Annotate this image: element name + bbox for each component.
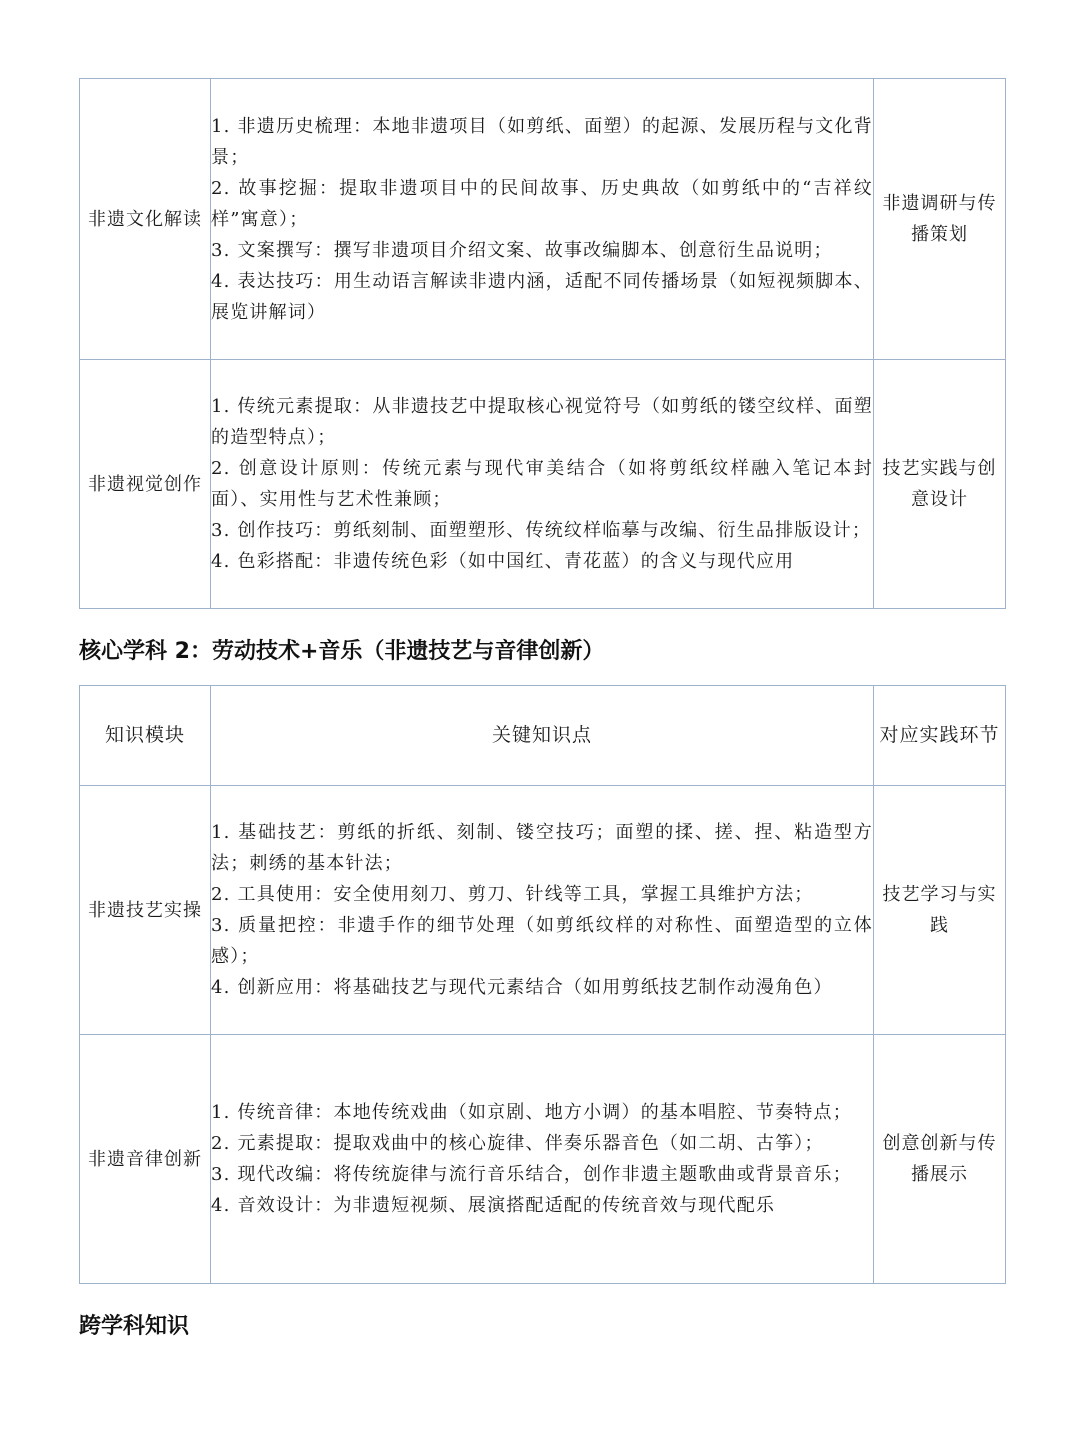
knowledge-point: 1. 传统音律：本地传统戏曲（如京剧、地方小调）的基本唱腔、节奏特点； [211, 1102, 852, 1123]
knowledge-point: 3. 质量把控：非遗手作的细节处理（如剪纸纹样的对称性、面塑造型的立体感）； [211, 915, 873, 967]
header-module: 知识模块 [80, 686, 211, 786]
table-header-row [80, 686, 1006, 786]
module-cell: 非遗技艺实操 [80, 786, 211, 1035]
knowledge-point: 4. 表达技巧：用生动语言解读非遗内涵，适配不同传播场景（如短视频脚本、展览讲解词） [211, 270, 873, 323]
table-row [80, 79, 1006, 360]
knowledge-point: 2. 创意设计原则：传统元素与现代审美结合（如将剪纸纹样融入笔记本封面）、实用性与艺术性兼顾； [211, 458, 873, 510]
header-points: 关键知识点 [211, 686, 874, 786]
knowledge-point: 2. 故事挖掘：提取非遗项目中的民间故事、历史典故（如剪纸中的“吉祥纹样”寓意）； [211, 177, 873, 230]
knowledge-point: 1. 传统元素提取：从非遗技艺中提取核心视觉符号（如剪纸的镂空纹样、面塑的造型特点）； [211, 396, 873, 448]
knowledge-point: 2. 元素提取：提取戏曲中的核心旋律、伴奏乐器音色（如二胡、古筝）； [211, 1133, 824, 1154]
section-heading: 跨学科知识 [79, 1314, 190, 1339]
knowledge-table-2 [79, 685, 1006, 1284]
table-row [80, 786, 1006, 1035]
practice-cell: 技艺学习与实践 [874, 786, 1006, 1035]
table-row [80, 360, 1006, 609]
knowledge-point: 3. 创作技巧：剪纸刻制、面塑塑形、传统纹样临摹与改编、衍生品排版设计； [211, 520, 872, 541]
knowledge-point: 3. 现代改编：将传统旋律与流行音乐结合，创作非遗主题歌曲或背景音乐； [211, 1164, 852, 1185]
points-cell [211, 79, 874, 360]
knowledge-point: 4. 创新应用：将基础技艺与现代元素结合（如用剪纸技艺制作动漫角色） [211, 977, 833, 998]
points-cell [211, 1035, 874, 1284]
section-heading: 核心学科 2：劳动技术+音乐（非遗技艺与音律创新） [79, 639, 605, 664]
practice-cell: 非遗调研与传播策划 [874, 79, 1006, 360]
points-cell [211, 786, 874, 1035]
knowledge-point: 2. 工具使用：安全使用刻刀、剪刀、针线等工具，掌握工具维护方法； [211, 884, 814, 905]
points-cell [211, 360, 874, 609]
knowledge-table-1 [79, 78, 1006, 609]
module-cell: 非遗视觉创作 [80, 360, 211, 609]
module-cell: 非遗音律创新 [80, 1035, 211, 1284]
practice-cell: 技艺实践与创意设计 [874, 360, 1006, 609]
module-cell: 非遗文化解读 [80, 79, 211, 360]
knowledge-point: 3. 文案撰写：撰写非遗项目介绍文案、故事改编脚本、创意衍生品说明； [211, 239, 833, 261]
knowledge-point: 4. 音效设计：为非遗短视频、展演搭配适配的传统音效与现代配乐 [211, 1195, 776, 1216]
knowledge-point: 1. 非遗历史梳理：本地非遗项目（如剪纸、面塑）的起源、发展历程与文化背景； [211, 115, 873, 168]
practice-cell: 创意创新与传播展示 [874, 1035, 1006, 1284]
table-row [80, 1035, 1006, 1284]
knowledge-point: 1. 基础技艺：剪纸的折纸、刻制、镂空技巧；面塑的揉、搓、捏、粘造型方法；刺绣的基本针法； [211, 822, 873, 874]
header-practice: 对应实践环节 [874, 686, 1006, 786]
knowledge-point: 4. 色彩搭配：非遗传统色彩（如中国红、青花蓝）的含义与现代应用 [211, 551, 795, 572]
